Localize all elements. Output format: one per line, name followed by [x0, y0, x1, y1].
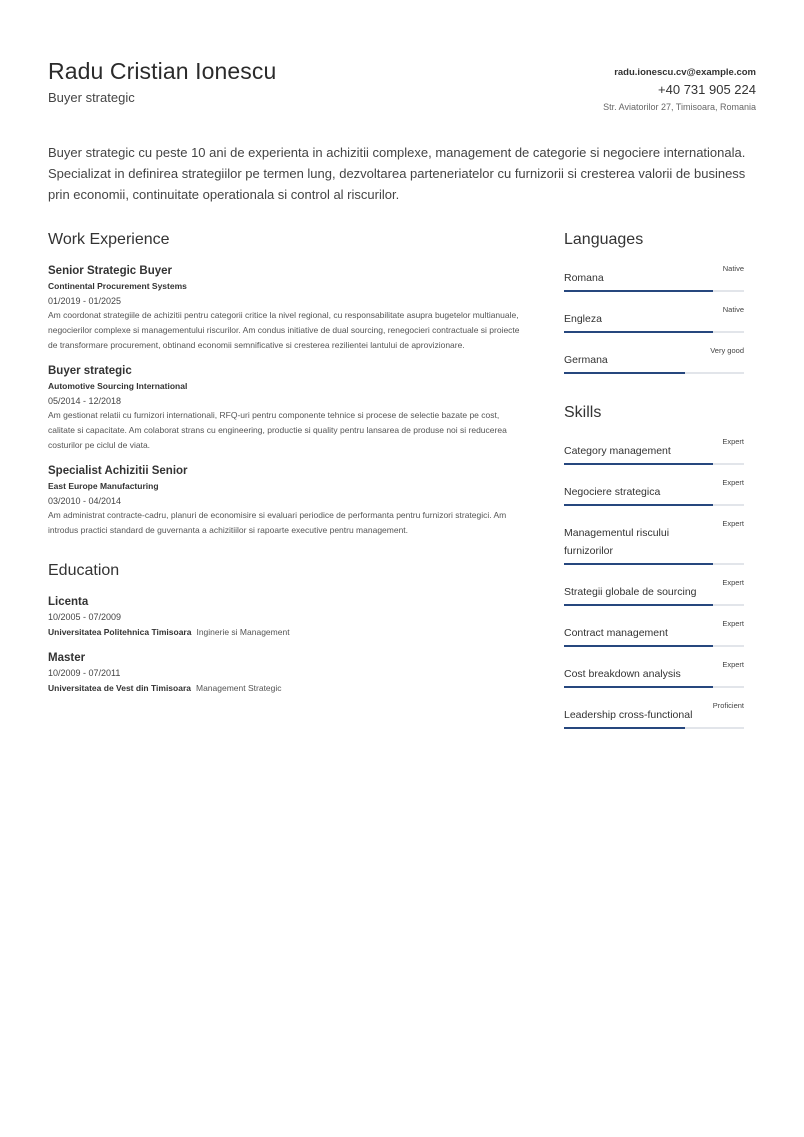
job-entry	[48, 463, 528, 538]
skills-section	[564, 402, 744, 729]
skill-item	[564, 700, 744, 729]
language-level: Very good	[710, 346, 744, 355]
job-company: Continental Procurement Systems	[48, 281, 187, 291]
main-column	[48, 229, 528, 706]
skill-level-bar	[564, 686, 744, 688]
skill-item	[564, 577, 744, 606]
languages-section-title: Languages	[564, 231, 644, 248]
skill-name: Category management	[564, 445, 671, 457]
job-title: Buyer strategic	[48, 365, 132, 377]
skill-level: Proficient	[712, 701, 744, 710]
skill-name: Leadership cross-functional	[564, 709, 693, 721]
skill-item	[564, 436, 744, 465]
language-item	[564, 345, 744, 374]
language-level-bar	[564, 290, 744, 292]
skill-level: Expert	[722, 437, 744, 446]
job-dates: 03/2010 - 04/2014	[48, 496, 122, 506]
experience-section-title: Work Experience	[48, 231, 170, 248]
job-subtitle: Buyer strategic	[48, 90, 135, 105]
education-field: Management Strategic	[196, 683, 282, 693]
language-name: Engleza	[564, 313, 602, 325]
language-item	[564, 304, 744, 333]
job-company: Automotive Sourcing International	[48, 381, 188, 391]
job-description: Am gestionat relatii cu furnizori internationali, RFQ-uri pentru componente tehnice si procese de selectie bazate pe cost, calitate si capacitate. Am colaborat strans cu engineering, productie si quality pentru lansarea de produse noi si reducerea costurilor pe ciclul de viata.	[48, 410, 507, 450]
skill-level-fill	[564, 463, 713, 465]
education-degree: Licenta	[48, 596, 89, 608]
skill-level: Expert	[722, 660, 744, 669]
language-name: Romana	[564, 272, 604, 284]
job-entry	[48, 263, 528, 353]
skill-item	[564, 518, 744, 565]
education-dates: 10/2009 - 07/2011	[48, 668, 121, 678]
skill-level: Expert	[722, 619, 744, 628]
education-details	[48, 625, 528, 639]
language-level-fill	[564, 290, 713, 292]
side-column	[564, 229, 744, 741]
skill-level-fill	[564, 563, 713, 565]
skill-level-fill	[564, 686, 713, 688]
language-level: Native	[722, 305, 744, 314]
skill-level: Expert	[722, 578, 744, 587]
skill-item	[564, 659, 744, 688]
skill-level-bar	[564, 463, 744, 465]
profile-summary: Buyer strategic cu peste 10 ani de experienta in achizitii complexe, management de categorie si negociere internationala. Specializat in definirea strategiilor pe termen lung, dezvoltarea parteneriatelor cu furnizorii si cresterea valorii de business prin economii, continuitate operationala si control al riscurilor.	[48, 145, 746, 202]
education-section	[48, 560, 528, 695]
full-name: Radu Cristian Ionescu	[48, 58, 277, 84]
skill-name: Managementul riscului furnizorilor	[564, 527, 670, 557]
language-level-fill	[564, 372, 685, 374]
language-level-bar	[564, 331, 744, 333]
job-title: Specialist Achizitii Senior	[48, 465, 188, 477]
job-dates: 01/2019 - 01/2025	[48, 296, 122, 306]
skill-level-fill	[564, 604, 713, 606]
contact-address: Str. Aviatorilor 27, Timisoara, Romania	[603, 102, 756, 112]
language-item	[564, 263, 744, 292]
skill-level-bar	[564, 563, 744, 565]
education-details	[48, 681, 528, 695]
skill-level-fill	[564, 645, 713, 647]
education-field: Inginerie si Management	[196, 627, 290, 637]
language-name: Germana	[564, 354, 608, 366]
resume-header	[48, 58, 756, 118]
job-description: Am administrat contracte-cadru, planuri de economisire si evaluari periodice de performanta pentru furnizori strategici. Am introdus practici standard de guvernanta a achizitiilor si rapoarte executive pentru management.	[48, 510, 507, 535]
skill-level-fill	[564, 504, 713, 506]
job-dates: 05/2014 - 12/2018	[48, 396, 122, 406]
language-level-bar	[564, 372, 744, 374]
skill-item	[564, 618, 744, 647]
skill-name: Negociere strategica	[564, 486, 661, 498]
skill-level: Expert	[722, 519, 744, 528]
job-entry	[48, 363, 528, 453]
skill-level-bar	[564, 604, 744, 606]
skill-name: Cost breakdown analysis	[564, 668, 681, 680]
skill-item	[564, 477, 744, 506]
skills-section-title: Skills	[564, 404, 602, 421]
education-school: Universitatea de Vest din Timisoara	[48, 683, 191, 693]
contact-block	[603, 67, 756, 114]
job-company: East Europe Manufacturing	[48, 481, 159, 491]
contact-phone[interactable]: +40 731 905 224	[658, 82, 756, 97]
contact-email[interactable]: radu.ionescu.cv@example.com	[614, 67, 756, 78]
language-level-fill	[564, 331, 713, 333]
skill-level-bar	[564, 727, 744, 729]
skill-level: Expert	[722, 478, 744, 487]
skill-level-bar	[564, 504, 744, 506]
education-entry	[48, 594, 528, 639]
education-school: Universitatea Politehnica Timisoara	[48, 627, 192, 637]
education-degree: Master	[48, 652, 86, 664]
education-section-title: Education	[48, 562, 120, 579]
education-entry	[48, 650, 528, 695]
education-dates: 10/2005 - 07/2009	[48, 612, 122, 622]
job-title: Senior Strategic Buyer	[48, 265, 172, 277]
skill-name: Strategii globale de sourcing	[564, 586, 697, 598]
skill-level-fill	[564, 727, 685, 729]
job-description: Am coordonat strategiile de achizitii pentru categorii critice la nivel regional, cu responsabilitate asupra bugetelor multianuale, negocierilor complexe si managementului riscurilor. Am condus initiative de dual sourcing, renegocieri contractuale si proiecte de transformare procurement, obtinand economii semnificative si cresterea rezilientei lantului de aprovizionare.	[48, 310, 520, 350]
language-level: Native	[722, 264, 744, 273]
skill-name: Contract management	[564, 627, 668, 639]
skill-level-bar	[564, 645, 744, 647]
